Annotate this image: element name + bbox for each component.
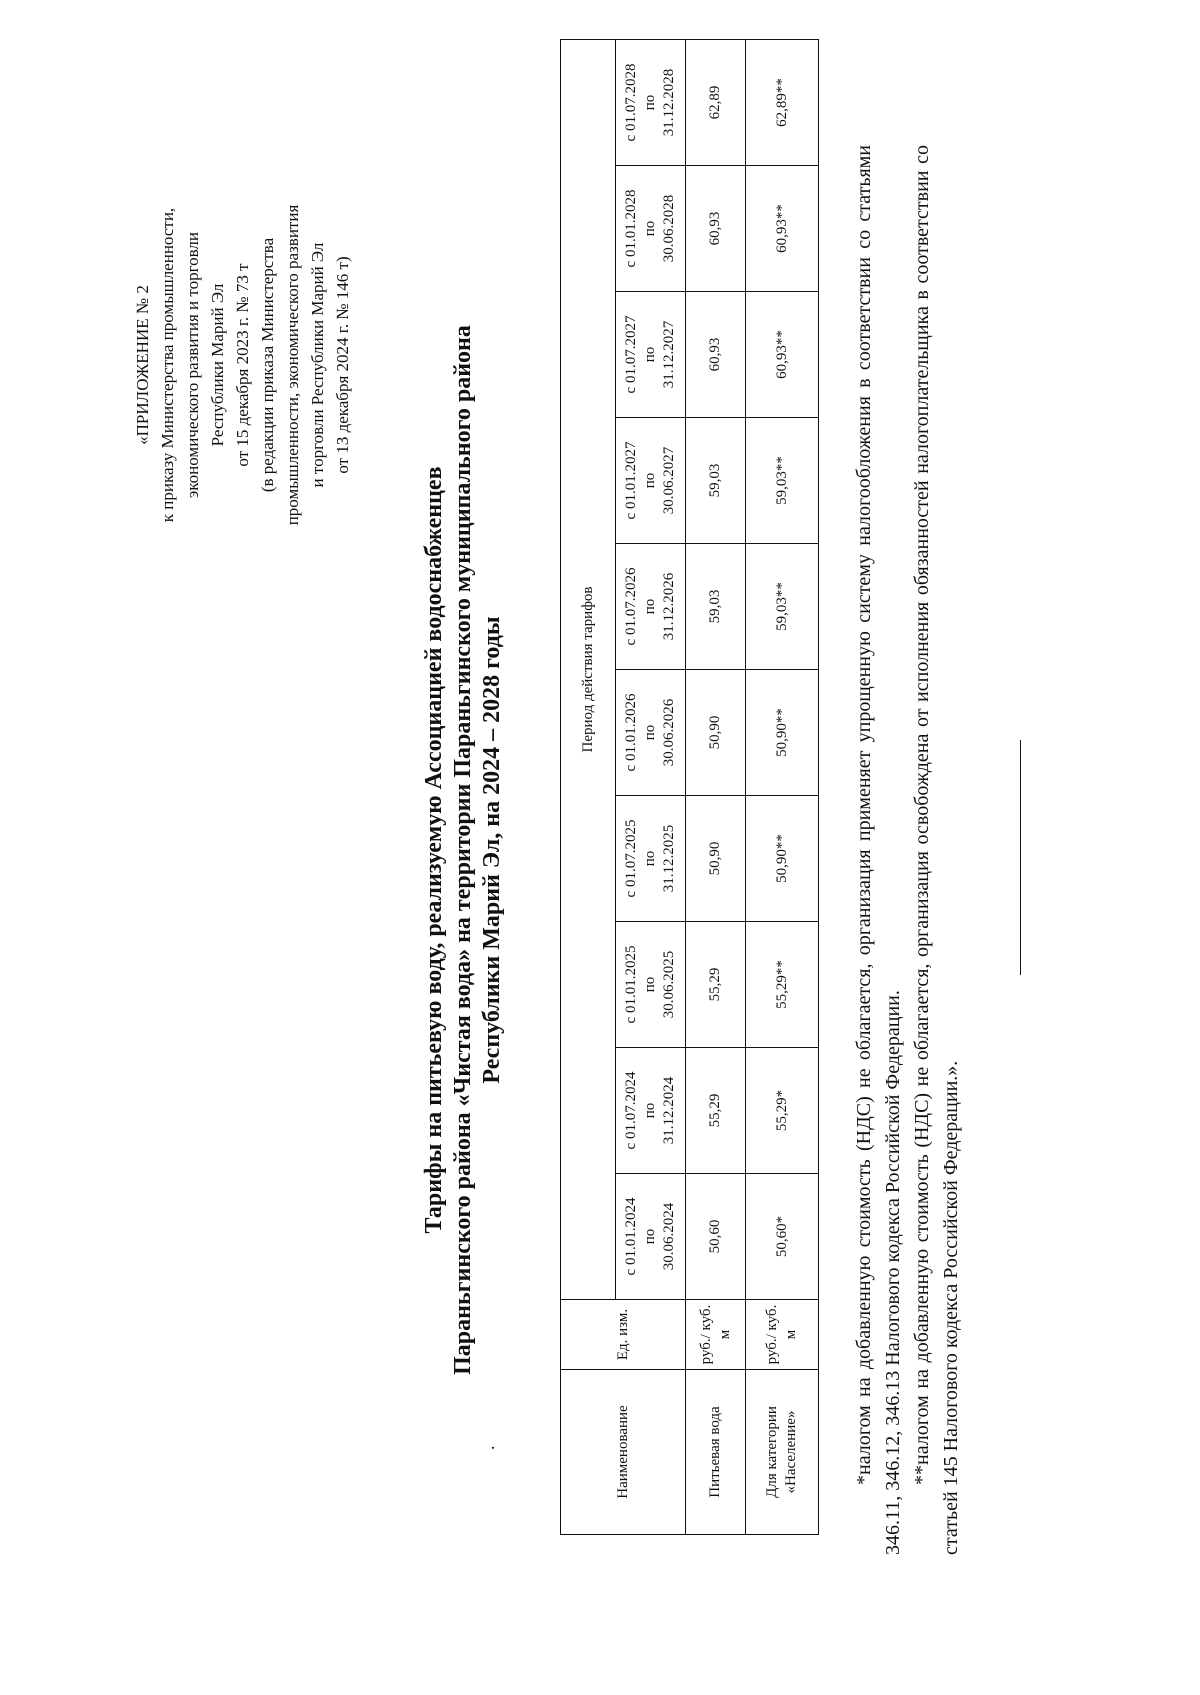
footnotes xyxy=(850,145,966,1555)
period-mid: по xyxy=(642,724,658,741)
appendix-line: (в редакции приказа Министерства xyxy=(258,237,277,493)
period-from: с 01.01.2025 xyxy=(623,945,639,1024)
period-cell xyxy=(616,166,686,292)
period-from: с 01.01.2028 xyxy=(623,189,639,268)
appendix-line: промышленности, экономического развития xyxy=(283,204,302,526)
period-to: 31.12.2027 xyxy=(661,320,677,389)
stray-mark: . xyxy=(478,1445,498,1450)
tariff-value: 55,29 xyxy=(686,922,746,1048)
period-to: 30.06.2028 xyxy=(661,194,677,263)
title-line: Республики Марий Эл, на 2024 – 2028 годы xyxy=(479,616,505,1084)
tariff-value: 59,03** xyxy=(746,544,819,670)
appendix-line: Республики Марий Эл xyxy=(208,283,227,447)
period-cell xyxy=(616,39,686,165)
row-unit: руб./ куб. м xyxy=(746,1300,819,1370)
period-mid: по xyxy=(642,346,658,363)
separator-line xyxy=(1020,740,1021,975)
period-from: с 01.07.2027 xyxy=(623,315,639,394)
tariff-value: 55,29** xyxy=(746,922,819,1048)
tariff-value: 62,89** xyxy=(746,39,819,165)
appendix-line: и торговли Республики Марий Эл xyxy=(308,242,327,488)
row-name: Для категории «Население» xyxy=(746,1370,819,1535)
footnote-double-star: **налогом на добавленную стоимость (НДС) не облагается, организация освобождена от исполнения обязанностей налогоплательщика в соответствии со статьей 145 Налогового кодекса Российской Федерации.». xyxy=(911,145,962,1555)
appendix-line: к приказу Министерства промышленности, xyxy=(158,207,177,523)
period-to: 30.06.2024 xyxy=(661,1202,677,1271)
period-cell xyxy=(616,1174,686,1300)
header-period: Период действия тарифов xyxy=(561,39,616,1299)
tariff-value: 59,03** xyxy=(746,418,819,544)
title-line: Тарифы на питьевую воду, реализуемую Ассоциацией водоснабженцев xyxy=(421,466,447,1234)
tariff-value: 55,29* xyxy=(746,1048,819,1174)
period-from: с 01.01.2027 xyxy=(623,441,639,520)
period-from: с 01.07.2025 xyxy=(623,819,639,898)
row-unit: руб./ куб. м xyxy=(686,1300,746,1370)
period-mid: по xyxy=(642,1102,658,1119)
period-to: 31.12.2025 xyxy=(661,824,677,893)
tariff-value: 60,93** xyxy=(746,292,819,418)
period-mid: по xyxy=(642,1228,658,1245)
period-to: 31.12.2026 xyxy=(661,572,677,641)
footnote-single-star: *налогом на добавленную стоимость (НДС) не облагается, организация применяет упрощенную систему налогообложения в соответствии со статьями 346.11, 346.12, 346.13 Налогового кодекса Российской Федерации. xyxy=(853,145,904,1555)
period-to: 30.06.2025 xyxy=(661,950,677,1019)
appendix-line: от 13 декабря 2024 г. № 146 т) xyxy=(333,256,352,474)
tariff-value: 50,90** xyxy=(746,796,819,922)
period-mid: по xyxy=(642,472,658,489)
period-mid: по xyxy=(642,94,658,111)
tariff-value: 60,93 xyxy=(686,166,746,292)
tariff-value: 50,60 xyxy=(686,1174,746,1300)
appendix-header xyxy=(130,145,355,585)
period-from: с 01.07.2024 xyxy=(623,1071,639,1150)
tariff-value: 59,03 xyxy=(686,544,746,670)
period-cell xyxy=(616,1048,686,1174)
title-line: Параньгинского района «Чистая вода» на территории Параньгинского муниципального района xyxy=(450,325,476,1375)
appendix-line: экономического развития и торговли xyxy=(183,231,202,499)
table-row xyxy=(746,39,819,1534)
period-from: с 01.01.2024 xyxy=(623,1197,639,1276)
period-mid: по xyxy=(642,976,658,993)
tariff-value: 60,93 xyxy=(686,292,746,418)
period-mid: по xyxy=(642,220,658,237)
tariff-value: 62,89 xyxy=(686,39,746,165)
document-title xyxy=(420,85,507,1615)
tariff-value: 50,90** xyxy=(746,670,819,796)
tariff-value: 50,60* xyxy=(746,1174,819,1300)
appendix-line: от 15 декабря 2023 г. № 73 т xyxy=(233,263,252,467)
tariff-value: 50,90 xyxy=(686,670,746,796)
period-cell xyxy=(616,670,686,796)
period-mid: по xyxy=(642,598,658,615)
period-cell xyxy=(616,922,686,1048)
tariff-value: 55,29 xyxy=(686,1048,746,1174)
period-cell xyxy=(616,418,686,544)
period-to: 30.06.2027 xyxy=(661,446,677,515)
period-cell xyxy=(616,796,686,922)
header-name: Наименование xyxy=(561,1370,686,1535)
period-to: 31.12.2028 xyxy=(661,68,677,137)
row-name: Питьевая вода xyxy=(686,1370,746,1535)
period-from: с 01.01.2026 xyxy=(623,693,639,772)
tariff-value: 50,90 xyxy=(686,796,746,922)
period-from: с 01.07.2026 xyxy=(623,567,639,646)
appendix-line: «ПРИЛОЖЕНИЕ № 2 xyxy=(133,285,152,445)
tariff-table xyxy=(560,39,819,1535)
period-cell xyxy=(616,292,686,418)
period-from: с 01.07.2028 xyxy=(623,63,639,142)
table-row xyxy=(686,39,746,1534)
header-unit: Ед. изм. xyxy=(561,1300,686,1370)
tariff-value: 60,93** xyxy=(746,166,819,292)
period-cell xyxy=(616,544,686,670)
period-to: 30.06.2026 xyxy=(661,698,677,767)
period-to: 31.12.2024 xyxy=(661,1076,677,1145)
period-mid: по xyxy=(642,850,658,867)
tariff-value: 59,03 xyxy=(686,418,746,544)
